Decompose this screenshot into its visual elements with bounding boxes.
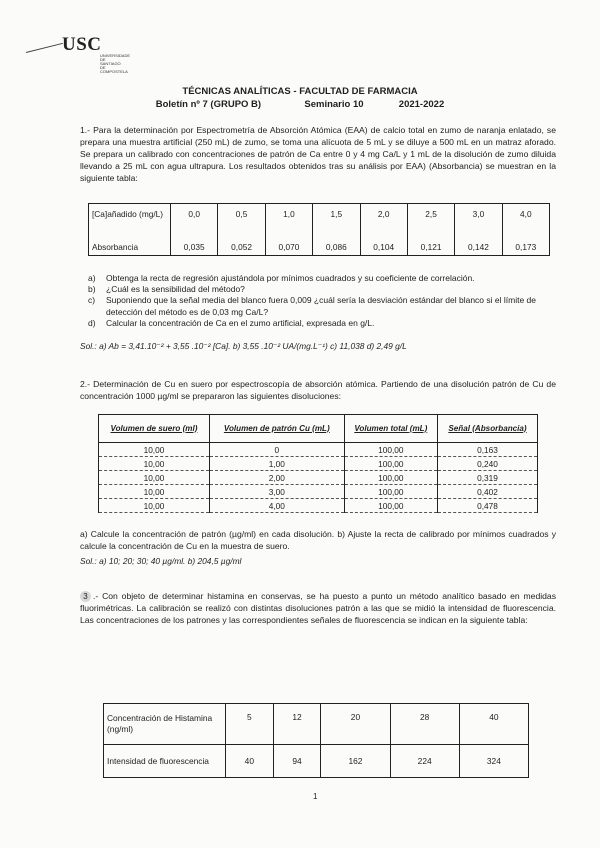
table-cell: 324	[459, 745, 528, 778]
table-cell: 0,240	[437, 457, 537, 471]
column-header: Volumen de suero (ml)	[99, 415, 210, 443]
question-2-solution: Sol.: a) 10; 20; 30; 40 µg/ml. b) 204,5 µg/ml	[80, 556, 242, 566]
table-cell: 2,00	[209, 471, 344, 485]
table-cell: 40	[226, 745, 274, 778]
abs-cell: 0,035	[171, 239, 218, 256]
conc-cell: 4,0	[502, 204, 549, 225]
abs-cell: 0,104	[360, 239, 407, 256]
histamine-conc-label: Concentración de Histamina (ng/ml)	[104, 704, 226, 745]
table-row	[104, 704, 529, 745]
logo-text: USC	[62, 34, 102, 55]
table-row	[104, 745, 529, 778]
table-cell: 1,00	[209, 457, 344, 471]
table-cell: 162	[321, 745, 390, 778]
column-header: Volumen total (mL)	[344, 415, 437, 443]
conc-cell: 1,5	[313, 204, 360, 225]
conc-cell: 2,5	[407, 204, 454, 225]
table-cell: 100,00	[344, 499, 437, 513]
table-cell: 0,478	[437, 499, 537, 513]
table-cell: 94	[273, 745, 321, 778]
page-title: TÉCNICAS ANALÍTICAS - FACULTAD DE FARMACIA	[182, 86, 418, 97]
question-1-items	[88, 273, 558, 329]
table-cell: 0	[209, 443, 344, 457]
table-cell: 3,00	[209, 485, 344, 499]
table-cell: 0,319	[437, 471, 537, 485]
table-row	[99, 457, 538, 471]
list-item	[88, 273, 558, 284]
column-header: Señal (Absorbancia)	[437, 415, 537, 443]
conc-cell: 1,0	[265, 204, 312, 225]
conc-label: [Ca]añadido (mg/L)	[89, 204, 171, 225]
conc-cell: 3,0	[455, 204, 502, 225]
table-row	[89, 204, 550, 225]
question-1-text: 1.- Para la determinación por Espectrometría de Absorción Atómica (EAA) de calcio total en zumo de naranja enlatado, se prepara una muestra artificial (250 mL) de zumo, se toma una alícuota de 5 mL y se diluye a 500 mL en un matraz aforado. Se prepara un calibrado con concentraciones de patrón de Ca entre 0 y 4 mg Ca/L y 1 mL de la disolución de zumo diluida llevando a 25 mL con agua ultrapura. Los resultados obtenidos tras su análisis por EAA) (Absorbancia) se muestran en la siguiente tabla:	[80, 125, 556, 183]
abs-cell: 0,121	[407, 239, 454, 256]
question-2-text: 2.- Determinación de Cu en suero por espectroscopía de absorción atómica. Partiendo de una disolución patrón de Cu de concentración 1000 µg/ml se prepararon las siguientes disoluciones:	[80, 379, 556, 401]
usc-logo	[26, 34, 131, 74]
table-spacer-row	[89, 224, 550, 239]
table-cell: 100,00	[344, 443, 437, 457]
abs-cell: 0,070	[265, 239, 312, 256]
table-cell: 224	[390, 745, 459, 778]
table-cell: 28	[390, 704, 459, 745]
table-cell: 100,00	[344, 471, 437, 485]
table-cell: 0,163	[437, 443, 537, 457]
item-marker: d)	[88, 317, 96, 328]
table-cell: 10,00	[99, 443, 210, 457]
fluorescence-label: Intensidad de fluorescencia	[104, 745, 226, 778]
logo-subtext: UNIVERSIDADE DE SANTIAGO DE COMPOSTELA	[100, 53, 131, 74]
table-cell: 10,00	[99, 471, 210, 485]
conc-cell: 0,0	[171, 204, 218, 225]
abs-cell: 0,052	[218, 239, 265, 256]
question-3-number: 3	[80, 591, 91, 602]
histamine-table	[103, 703, 529, 778]
table-row	[99, 485, 538, 499]
table-cell: 10,00	[99, 499, 210, 513]
table-cell: 20	[321, 704, 390, 745]
question-1-solution: Sol.: a) Ab = 3,41.10⁻² + 3,55 .10⁻² [Ca]. b) 3,55 .10⁻² UA/(mg.L⁻¹) c) 11,038 d) 2,49 g/L	[80, 341, 407, 351]
item-text: ¿Cuál es la sensibilidad del método?	[106, 284, 245, 295]
table-row	[99, 499, 538, 513]
table-row	[99, 443, 538, 457]
conc-cell: 2,0	[360, 204, 407, 225]
question-2-item: a) Calcule la concentración de patrón (µg/ml) en cada disolución. b) Ajuste la recta de calibrado por mínimos cuadrados y calcule la concentración de Cu en la muestra de suero.	[80, 529, 556, 551]
item-text: Obtenga la recta de regresión ajustándola por mínimos cuadrados y su coeficiente de correlación.	[106, 273, 475, 283]
list-item	[88, 284, 558, 295]
table-cell: 0,402	[437, 485, 537, 499]
column-header: Volumen de patrón Cu (mL)	[209, 415, 344, 443]
item-marker: b)	[88, 284, 96, 295]
table-row	[89, 239, 550, 256]
abs-cell: 0,142	[455, 239, 502, 256]
page-subtitle	[0, 99, 600, 110]
item-text: Suponiendo que la señal media del blanco fuera 0,009 ¿cuál sería la desviación estándar del blanco si el límite de detección del método es de 0,03 mg Ca/L?	[106, 295, 536, 317]
boletin-label: Boletín nº 7 (GRUPO B)	[155, 99, 262, 110]
table-cell: 40	[459, 704, 528, 745]
item-text: Calcular la concentración de Ca en el zumo artificial, expresada en g/L.	[106, 317, 375, 328]
item-marker: a)	[88, 273, 96, 283]
list-item	[88, 318, 558, 329]
copper-table	[98, 414, 538, 513]
table-cell: 10,00	[99, 485, 210, 499]
question-3-text	[80, 590, 556, 626]
table-cell: 5	[226, 704, 274, 745]
table-cell: 4,00	[209, 499, 344, 513]
logo-stroke	[26, 43, 63, 53]
table-cell: 100,00	[344, 485, 437, 499]
seminario-label: Seminario 10	[304, 99, 364, 110]
curso-label: 2021-2022	[398, 99, 445, 110]
table-header-row	[99, 415, 538, 443]
calcium-table	[88, 203, 550, 256]
abs-cell: 0,173	[502, 239, 549, 256]
abs-cell: 0,086	[313, 239, 360, 256]
page-number: 1	[313, 792, 318, 801]
list-item	[88, 295, 558, 317]
question-3-body: .- Con objeto de determinar histamina en conservas, se ha puesto a punto un método analítico basado en medidas fluorimétricas. La calibración se realizó con distintas disoluciones patrón a las que se midió la intensidad de fluorescencia. Las concentraciones de los patrones y las correspondientes señales de fluorescencia se indican en la siguiente tabla:	[80, 591, 556, 625]
abs-label: Absorbancia	[89, 239, 171, 256]
table-cell: 10,00	[99, 457, 210, 471]
table-cell: 12	[273, 704, 321, 745]
table-row	[99, 471, 538, 485]
table-cell: 100,00	[344, 457, 437, 471]
conc-cell: 0,5	[218, 204, 265, 225]
item-marker: c)	[88, 295, 96, 306]
